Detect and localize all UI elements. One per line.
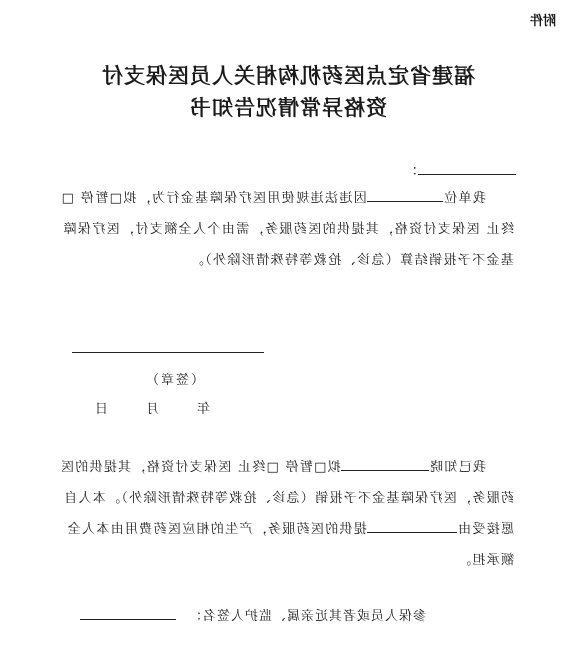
acknowledgement-paragraph [54, 452, 514, 576]
addressee-colon: ： [404, 163, 418, 179]
para2-text-middle: 拟□暂停 □终止 医保支付资格，其提供的医药服务，医疗保障基金不予报销（急诊、抢救等特殊情形除外）。本人自愿接受由 [59, 460, 514, 537]
para1-text-start: 我单位 [442, 191, 486, 206]
attachment-label: 附件 [529, 14, 556, 29]
para2-text-start: 我已知晓 [428, 460, 486, 475]
day-label: 日 [94, 402, 108, 417]
month-label: 月 [145, 402, 159, 417]
signature-blank [80, 605, 176, 620]
insured-signature-line [80, 605, 426, 624]
notice-paragraph [54, 183, 514, 276]
para2-text-end: 提供的医药服务，产生的相应医药费用由本人全额承担。 [66, 522, 514, 568]
medical-institution-blank [367, 187, 443, 202]
title-line-1: 福建省定点医药机构相关人员医保支付 [101, 63, 475, 88]
year-label: 年 [196, 402, 210, 417]
seal-label: （签章） [143, 373, 204, 388]
title-line-2: 资格异常情况告知书 [189, 95, 387, 120]
date-line [95, 398, 210, 417]
para1-text-rest: 因违法违规使用医疗保障基金行为，拟□暂停 □终止 医保支付资格，其提供的医药服务，需由个人全额支付，医疗保障基金不予报销结算（急诊、抢救等特殊情形除外）。 [60, 191, 514, 268]
institution-signature-line [72, 352, 264, 353]
signature-label: 参保人员或者其近亲属、监护人签名： [187, 609, 426, 624]
addressee-line [404, 160, 516, 180]
provider-name-blank [367, 518, 457, 533]
document-title [70, 60, 506, 124]
person-name-blank [341, 456, 429, 471]
addressee-blank [418, 160, 516, 175]
